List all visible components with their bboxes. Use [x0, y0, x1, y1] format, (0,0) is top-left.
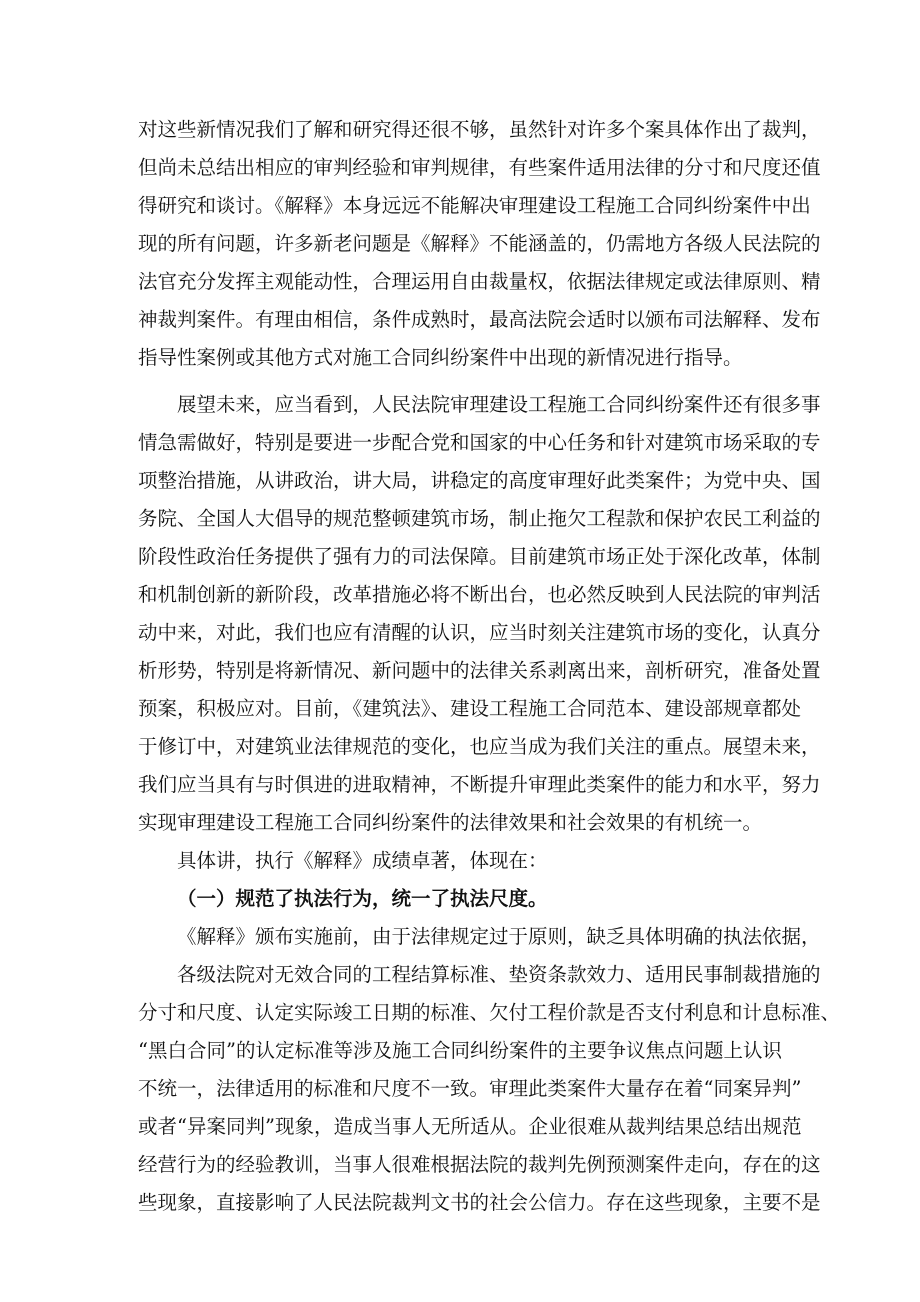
text-line: 经营行为的经验教训，当事人很难根据法院的裁判先例预测案件走向，存在的这	[138, 1153, 821, 1176]
text-line: “黑白合同”的认定标准等涉及施工合同纠纷案件的主要争议焦点问题上认识	[138, 1039, 782, 1062]
text-line: 预案，积极应对。目前，《建筑法》、建设工程施工合同范本、建设部规章都处	[138, 697, 802, 720]
text-line: 阶段性政治任务提供了强有力的司法保障。目前建筑市场正处于深化改革，体制	[138, 545, 821, 568]
text-line: 不统一，法律适用的标准和尺度不一致。审理此类案件大量存在着“同案异判”	[138, 1077, 802, 1100]
paragraph-start-line: 《解释》颁布实施前，由于法律规定过于原则，缺乏具体明确的执法依据，	[177, 925, 821, 948]
text-line: 但尚未总结出相应的审判经验和审判规律，有些案件适用法律的分寸和尺度还值	[138, 156, 821, 179]
text-line: 得研究和谈讨。《解释》本身远远不能解决审理建设工程施工合同纠纷案件中出	[138, 194, 811, 217]
paragraph-start-line: 展望未来，应当看到，人民法院审理建设工程施工合同纠纷案件还有很多事	[177, 393, 821, 416]
text-line: 或者“异案同判”现象，造成当事人无所适从。企业很难从裁判结果总结出规范	[138, 1115, 802, 1138]
text-line: 和机制创新的新阶段，改革措施必将不断出台，也必然反映到人民法院的审判活	[138, 583, 821, 606]
text-line: 动中来，对此，我们也应有清醒的认识，应当时刻关注建筑市场的变化，认真分	[138, 621, 821, 644]
text-line: 对这些新情况我们了解和研究得还很不够，虽然针对许多个案具体作出了裁判，	[138, 118, 821, 141]
text-line: 分寸和尺度、认定实际竣工日期的标准、欠付工程价款是否支付利息和计息标准、	[138, 1001, 841, 1024]
text-line: 我们应当具有与时俱进的进取精神，不断提升审理此类案件的能力和水平，努力	[138, 773, 821, 796]
text-line: 情急需做好，特别是要进一步配合党和国家的中心任务和针对建筑市场采取的专	[138, 431, 821, 454]
text-line: 实现审理建设工程施工合同纠纷案件的法律效果和社会效果的有机统一。	[138, 811, 763, 834]
text-line: 些现象，直接影响了人民法院裁判文书的社会公信力。存在这些现象，主要不是	[138, 1191, 821, 1214]
paragraph-start-line: 各级法院对无效合同的工程结算标准、垫资条款效力、适用民事制裁措施的	[177, 963, 821, 986]
text-line: 析形势，特别是将新情况、新问题中的法律关系剥离出来，剖析研究，准备处置	[138, 659, 821, 682]
paragraph-start-line: 具体讲，执行《解释》成绩卓著，体现在：	[177, 849, 548, 872]
text-line: 项整治措施，从讲政治，讲大局，讲稳定的高度审理好此类案件；为党中央、国	[138, 469, 821, 492]
text-line: 法官充分发挥主观能动性，合理运用自由裁量权，依据法律规定或法律原则、精	[138, 270, 821, 293]
text-line: 神裁判案件。有理由相信，条件成熟时，最高法院会适时以颁布司法解释、发布	[138, 308, 821, 331]
text-line: 于修订中，对建筑业法律规范的变化，也应当成为我们关注的重点。展望未来，	[138, 735, 821, 758]
text-line: 现的所有问题，许多新老问题是《解释》不能涵盖的，仍需地方各级人民法院的	[138, 232, 821, 255]
text-line: 务院、全国人大倡导的规范整顿建筑市场，制止拖欠工程款和保护农民工利益的	[138, 507, 821, 530]
section-heading: （一）规范了执法行为，统一了执法尺度。	[177, 887, 548, 910]
text-line: 指导性案例或其他方式对施工合同纠纷案件中出现的新情况进行指导。	[138, 346, 743, 369]
